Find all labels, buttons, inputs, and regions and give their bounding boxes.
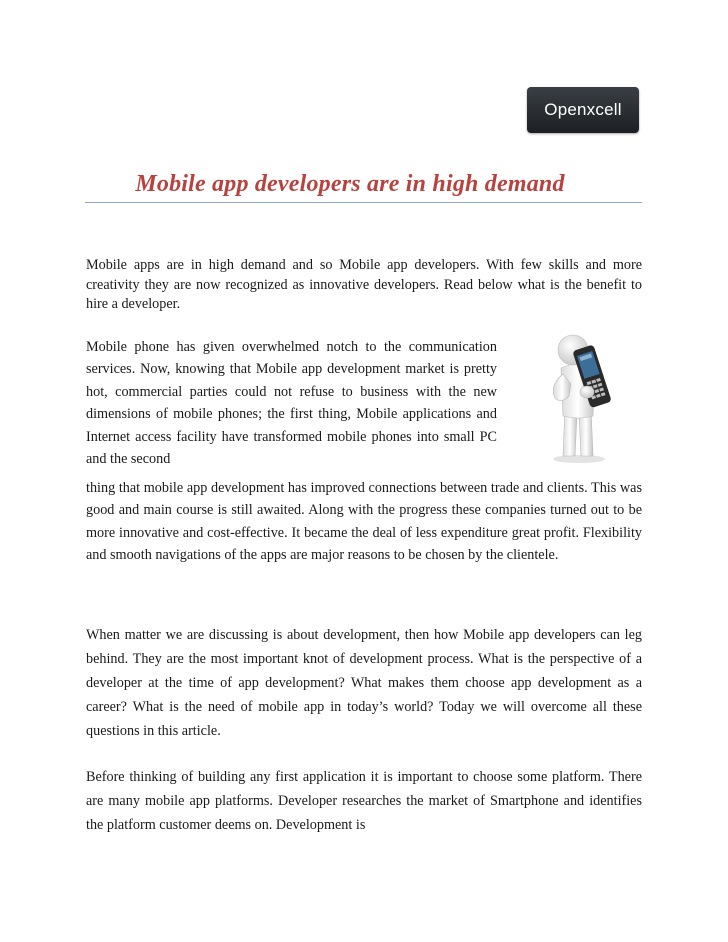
paragraph-second-wrapped: Mobile phone has given overwhelmed notch to the communication services. Now, knowing that Mobile app development market is pretty hot, commercial parties could not refuse to business with the new dimensions of mobile phones; the first thing, Mobile applications and Internet access facility have transformed mobile phones into small PC and the second (86, 339, 497, 468)
paragraph-fourth: Before thinking of building any first application it is important to choose some platform. There are many mobile app platforms. Developer researches the market of Smartphone and identifies the platform customer deems on. Development is (86, 769, 642, 833)
title-divider (85, 202, 642, 203)
page-title: Mobile app developers are in high demand (135, 171, 565, 197)
paragraph-intro: Mobile apps are in high demand and so Mobile app developers. With few skills and more creativity they are now recognized as innovative developers. Read below what is the benefit to hire a developer. (86, 257, 642, 312)
logo-text-end: cell (595, 100, 622, 119)
paragraph-third: When matter we are discussing is about development, then how Mobile app developers can leg behind. They are the most important knot of development process. What is the perspective of a developer at the time of app development? What makes them choose app development as a career? What is the need of mobile app in today’s world? Today we will overcome all these questions in this article. (86, 627, 642, 739)
paragraph-second-full: thing that mobile app development has improved connections between trade and clients. This was good and main course is still awaited. Along with the progress these companies turned out to be more innovative and cost-effective. It became the deal of less expenditure great profit. Flexibility and smooth navigations of the apps are major reasons to be chosen by the clientele. (86, 480, 642, 564)
logo-text-start: Openx (544, 100, 596, 119)
person-with-phone-icon (527, 326, 627, 466)
openxcell-logo (527, 87, 639, 133)
